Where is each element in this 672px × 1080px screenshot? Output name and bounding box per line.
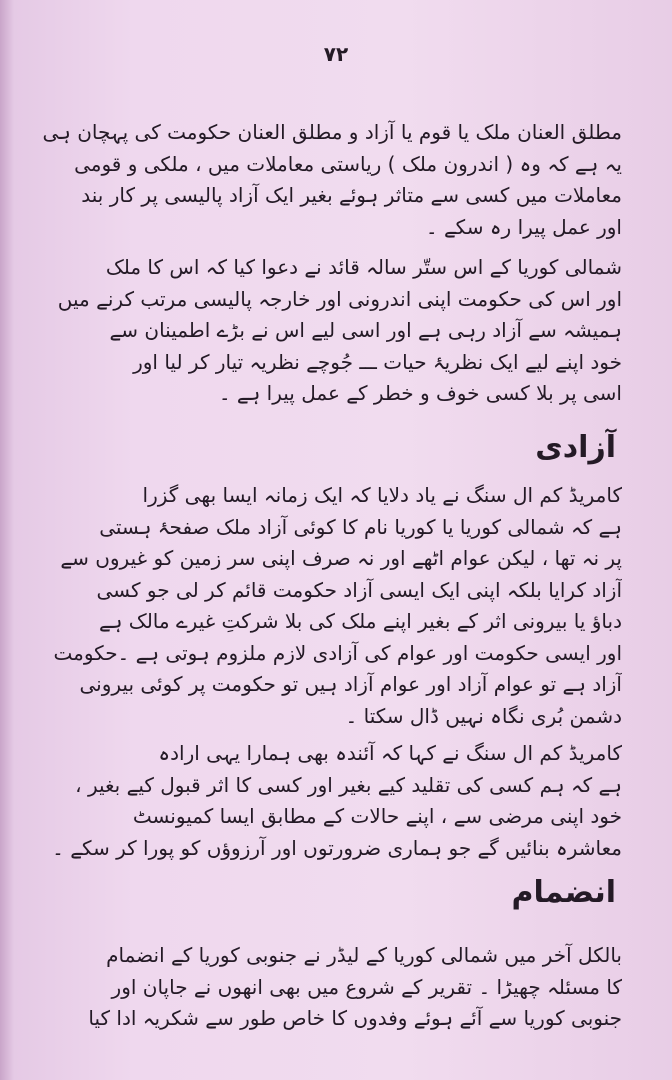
text-line: معاملات میں کسی سے متاثر ہوئے بغیر ایک آزاد پالیسی پر کار بند — [81, 183, 622, 207]
text-line: اسی پر بلا کسی خوف و خطر کے عمل پیرا ہے ۔ — [218, 381, 622, 405]
text-line: ہے کہ ہم کسی کی تقلید کیے بغیر اور کسی کا اثر قبول کیے بغیر ، — [75, 772, 622, 797]
page-number: ۷۲ — [323, 42, 349, 66]
text-line: کامریڈ کم ال سنگ نے کہا کہ آئندہ بھی ہمارا یہی ارادہ — [158, 741, 622, 765]
text-line: آزاد ہے تو عوام آزاد اور عوام آزاد ہیں تو حکومت پر کوئی بیرونی — [79, 672, 622, 696]
text-line: خود اپنی مرضی سے ، اپنے حالات کے مطابق ایسا کمیونسٹ — [132, 804, 622, 828]
text-line: مطلق العنان ملک یا قوم یا آزاد و مطلق العنان حکومت کی پہچان ہی — [42, 120, 622, 144]
paragraph-merger — [40, 940, 622, 1035]
text-line: یہ ہے کہ وہ ( اندرون ملک ) ریاستی معاملات میں ، ملکی و قومی — [74, 151, 622, 176]
page-gutter-shadow — [0, 0, 14, 1080]
text-line: اور اس کی حکومت اپنی اندرونی اور خارجہ پالیسی مرتب کرنے میں — [57, 286, 622, 311]
text-line: کامریڈ کم ال سنگ نے یاد دلایا کہ ایک زمانہ ایسا بھی گزرا — [142, 483, 622, 507]
text-line: دباؤ یا بیرونی اثر کے بغیر اپنے ملک کی بلا شرکتِ غیرے مالک ہے — [99, 609, 622, 633]
text-line: ہمیشہ سے آزاد رہی ہے اور اسی لیے اس نے بڑے اطمینان سے — [109, 318, 622, 342]
paragraph-future — [40, 738, 622, 864]
text-line: کا مسئلہ چھیڑا ۔ تقریر کے شروع میں بھی انھوں نے جاپان اور — [111, 974, 622, 999]
text-line: جنوبی کوریا سے آئے ہوئے وفدوں کا خاص طور سے شکریہ ادا کیا — [88, 1006, 622, 1030]
text-line: اور ایسی حکومت اور عوام کی آزادی لازم ملزوم ہوتی ہے ۔حکومت — [53, 640, 622, 665]
text-line: پر نہ تھا ، لیکن عوام اٹھے اور نہ صرف اپنی سر زمین کو غیروں سے — [60, 546, 622, 570]
text-line: شمالی کوریا کے اس ستّر سالہ قائد نے دعوا کیا کہ اس کا ملک — [105, 255, 622, 279]
text-line: ہے کہ شمالی کوریا یا کوریا نام کا کوئی آزاد ملک صفحۂ ہستی — [99, 514, 622, 539]
text-line: معاشرہ بنائیں گے جو ہماری ضرورتوں اور آرزوؤں کو پورا کر سکے ۔ — [52, 835, 622, 860]
text-line: آزاد کرایا بلکہ اپنی ایک ایسی آزاد حکومت قائم کر لی جو کسی — [96, 577, 622, 602]
heading-freedom: آزادی — [535, 430, 616, 465]
text-line: اور عمل پیرا رہ سکے ۔ — [425, 214, 622, 239]
text-line: خود اپنے لیے ایک نظریۂ حیات ـــ جُوچے نظریہ تیار کر لیا اور — [133, 349, 622, 374]
text-line: بالکل آخر میں شمالی کوریا کے لیڈر نے جنوبی کوریا کے انضمام — [106, 943, 622, 967]
paragraph-intro — [40, 117, 622, 243]
heading-merger: انضمام — [511, 875, 616, 910]
paragraph-north-korea — [40, 252, 622, 410]
paragraph-freedom — [40, 480, 622, 732]
text-line: دشمن بُری نگاہ نہیں ڈال سکتا ۔ — [345, 703, 622, 728]
